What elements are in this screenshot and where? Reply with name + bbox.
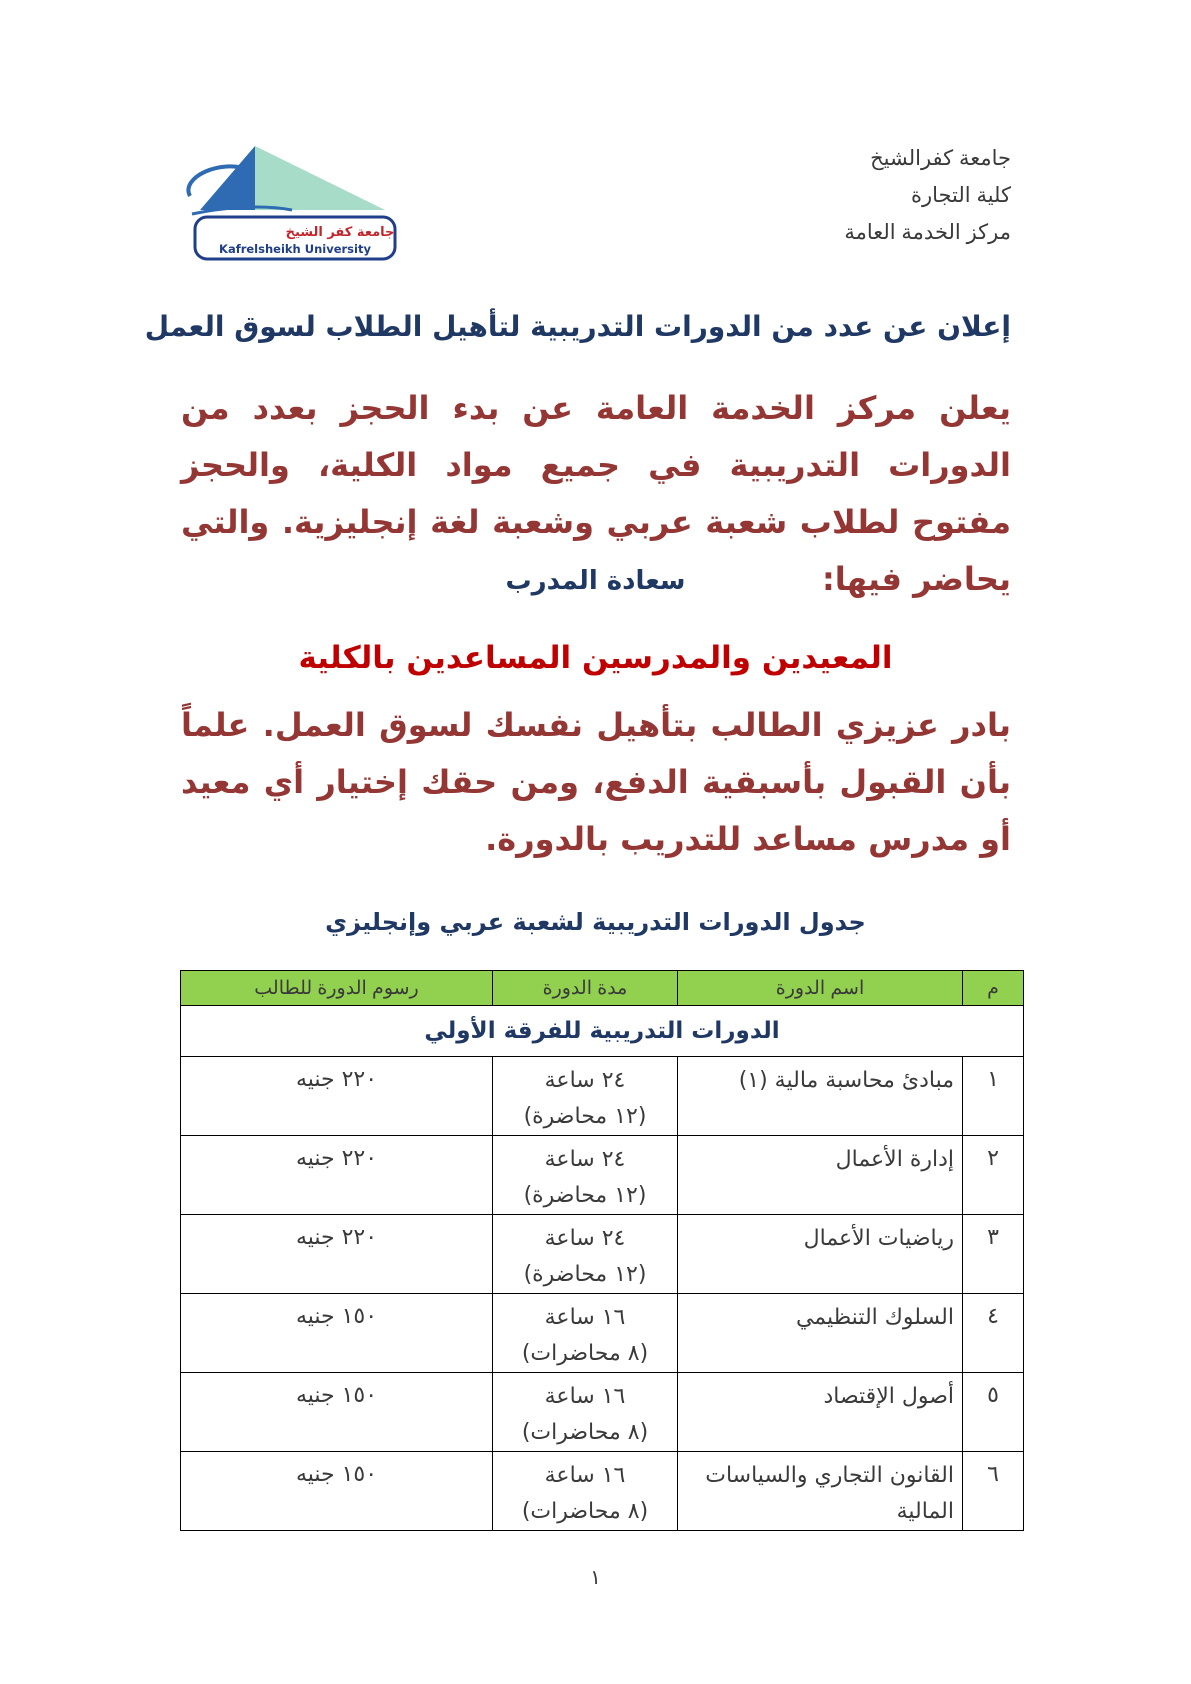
row-duration: [493, 1294, 678, 1373]
header-course-name: اسم الدورة: [678, 971, 963, 1006]
page-number: ١: [590, 1565, 601, 1589]
row-num: ١: [963, 1057, 1024, 1136]
table-row: [181, 1452, 1024, 1531]
announcement-paragraph-2: بادر عزيزي الطالب بتأهيل نفسك لسوق العمل. علماً بأن القبول بأسبقية الدفع، ومن حقك إختيار أي معيد أو مدرس مساعد للتدريب بالدورة.: [181, 706, 1011, 858]
announcement-paragraph-1: يعلن مركز الخدمة العامة عن بدء الحجز بعدد من الدورات التدريبية في جميع مواد الكلية، والحجز مفتوح لطلاب شعبة عربي وشعبة لغة إنجليزية. والتي يحاضر فيها:: [181, 389, 1011, 598]
logo-english-text: Kafrelsheikh University: [219, 242, 371, 256]
table-row: [181, 1136, 1024, 1215]
row-duration: [493, 1373, 678, 1452]
faculty-name: كلية التجارة: [910, 184, 1011, 207]
row-course-name: السلوك التنظيمي: [678, 1294, 963, 1373]
logo-teal-triangle: [255, 146, 385, 210]
center-name: مركز الخدمة العامة: [844, 221, 1011, 244]
row-duration: [493, 1136, 678, 1215]
group-title: الدورات التدريبية للفرقة الأولي: [181, 1006, 1024, 1057]
header-block: [611, 140, 1011, 251]
row-hours: ١٦ ساعة: [544, 1305, 626, 1330]
row-fee: ٢٢٠ جنيه: [181, 1215, 493, 1294]
table-row: [181, 1215, 1024, 1294]
header-duration: مدة الدورة: [493, 971, 678, 1006]
row-num: ٦: [963, 1452, 1024, 1531]
row-hours: ٢٤ ساعة: [544, 1226, 626, 1251]
row-duration: [493, 1057, 678, 1136]
table-row: [181, 1294, 1024, 1373]
row-num: ٣: [963, 1215, 1024, 1294]
row-course-name: رياضيات الأعمال: [678, 1215, 963, 1294]
header-num: م: [963, 971, 1024, 1006]
row-lectures: (١٢ محاضرة): [523, 1183, 647, 1208]
university-name: جامعة كفرالشيخ: [870, 147, 1011, 170]
row-hours: ١٦ ساعة: [544, 1384, 626, 1409]
logo-blue-triangle: [200, 146, 255, 210]
announcement-title: إعلان عن عدد من الدورات التدريبية لتأهيل الطلاب لسوق العمل: [144, 310, 1011, 343]
row-hours: ١٦ ساعة: [544, 1463, 626, 1488]
trainer-name: المعيدين والمدرسين المساعدين بالكلية: [298, 640, 893, 676]
row-num: ٢: [963, 1136, 1024, 1215]
table-row: [181, 1373, 1024, 1452]
row-course-name: مبادئ محاسبة مالية (١): [678, 1057, 963, 1136]
row-fee: ١٥٠ جنيه: [181, 1373, 493, 1452]
row-duration: [493, 1452, 678, 1531]
row-lectures: (٨ محاضرات): [521, 1499, 649, 1524]
courses-table: [180, 970, 1024, 1531]
row-fee: ١٥٠ جنيه: [181, 1294, 493, 1373]
row-fee: ٢٢٠ جنيه: [181, 1057, 493, 1136]
row-duration: [493, 1215, 678, 1294]
row-fee: ١٥٠ جنيه: [181, 1452, 493, 1531]
row-hours: ٢٤ ساعة: [544, 1147, 626, 1172]
row-fee: ٢٢٠ جنيه: [181, 1136, 493, 1215]
table-header-row: [181, 971, 1024, 1006]
row-course-name: إدارة الأعمال: [678, 1136, 963, 1215]
row-lectures: (١٢ محاضرة): [523, 1262, 647, 1287]
header-fee: رسوم الدورة للطالب: [181, 971, 493, 1006]
row-lectures: (٨ محاضرات): [521, 1341, 649, 1366]
group-row: [181, 1006, 1024, 1057]
row-hours: ٢٤ ساعة: [544, 1068, 626, 1093]
row-lectures: (١٢ محاضرة): [523, 1104, 647, 1129]
row-course-name: أصول الإقتصاد: [678, 1373, 963, 1452]
row-course-name: القانون التجاري والسياسات المالية: [678, 1452, 963, 1531]
table-row: [181, 1057, 1024, 1136]
row-num: ٥: [963, 1373, 1024, 1452]
row-num: ٤: [963, 1294, 1024, 1373]
university-logo: [180, 138, 410, 263]
trainer-label: سعادة المدرب: [505, 566, 686, 596]
row-lectures: (٨ محاضرات): [521, 1420, 649, 1445]
table-title: جدول الدورات التدريبية لشعبة عربي وإنجليزي: [325, 908, 866, 936]
logo-arabic-text: جامعة كفر الشيخ: [285, 225, 395, 240]
